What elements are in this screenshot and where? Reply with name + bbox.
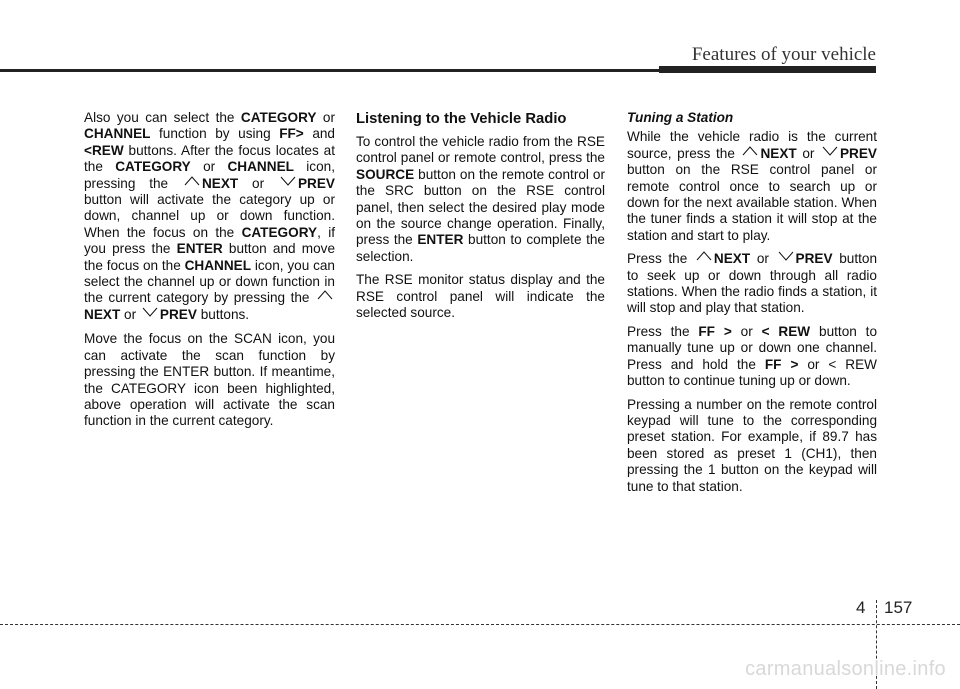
- chevron-up-icon: [184, 176, 200, 186]
- column-right: [627, 110, 877, 502]
- chevron-up-icon: [317, 290, 333, 300]
- paragraph-source-select: To control the vehicle radio from the RSE control panel or remote control, press the SOURCE button on the remote control or the SRC button on the RSE control panel, then select the desired play mode on the source change operation. Finally, press the ENTER button to complete the selection.: [356, 134, 605, 264]
- paragraph-search-station: While the vehicle radio is the current source, press the NEXT or PREV button on the RSE control panel or remote control once to search up or down for the next available station. When the tuner finds a station it will stop at the station and start to play.: [627, 129, 878, 243]
- chevron-up-icon: [742, 146, 758, 156]
- paragraph-preset: Pressing a number on the remote control keypad will tune to the corresponding preset station. For example, if 89.7 has been stored as preset 1 (CH1), then pressing the 1 button on the keypad will tune to that station.: [627, 396, 877, 494]
- paragraph-status-display: The RSE monitor status display and the RSE control panel will indicate the selected source.: [356, 272, 605, 321]
- column-left: [84, 110, 335, 438]
- paragraph-seek: Press the NEXT or PREV button to seek up or down through all radio stations. When the radio finds a station, it will stop and play that station.: [627, 251, 878, 316]
- footer-rule: [0, 624, 960, 625]
- page-header-title: Features of your vehicle: [691, 44, 876, 65]
- paragraph-category-channel: Also you can select the CATEGORY or CHANNEL function by using FF> and <REW buttons. After the focus locates at the CATEGORY or CHANNEL icon, pressing the NEXT or PREV button will activate the category up or down, channel up or down function. When the focus on the CATEGORY, if you press the ENTER button and move the focus on the CHANNEL icon, you can select the channel up or down function in the current category by pressing the NEXT or PREV buttons.: [84, 110, 336, 322]
- paragraph-scan: Move the focus on the SCAN icon, you can activate the scan function by pressing the ENTER button. If meantime, the CATEGORY icon been highlighted, above operation will activate the scan function in the current category.: [84, 331, 335, 429]
- chevron-up-icon: [696, 251, 712, 261]
- chapter-number: 4: [856, 598, 866, 617]
- page-number: 157: [884, 598, 913, 617]
- watermark: carmanualsonline.info: [745, 658, 946, 680]
- header-rule-accent: [659, 66, 876, 73]
- paragraph-manual-tune: Press the FF > or < REW button to manually tune up or down one channel. Press and hold the FF > or < REW button to continue tuning up or down.: [627, 323, 878, 389]
- chevron-down-icon: [822, 146, 838, 156]
- subsection-title: Tuning a Station: [627, 110, 734, 125]
- column-middle: [356, 110, 605, 328]
- chevron-down-icon: [778, 251, 794, 261]
- section-title: Listening to the Vehicle Radio: [356, 111, 567, 127]
- chevron-down-icon: [142, 307, 158, 317]
- chevron-down-icon: [280, 176, 296, 186]
